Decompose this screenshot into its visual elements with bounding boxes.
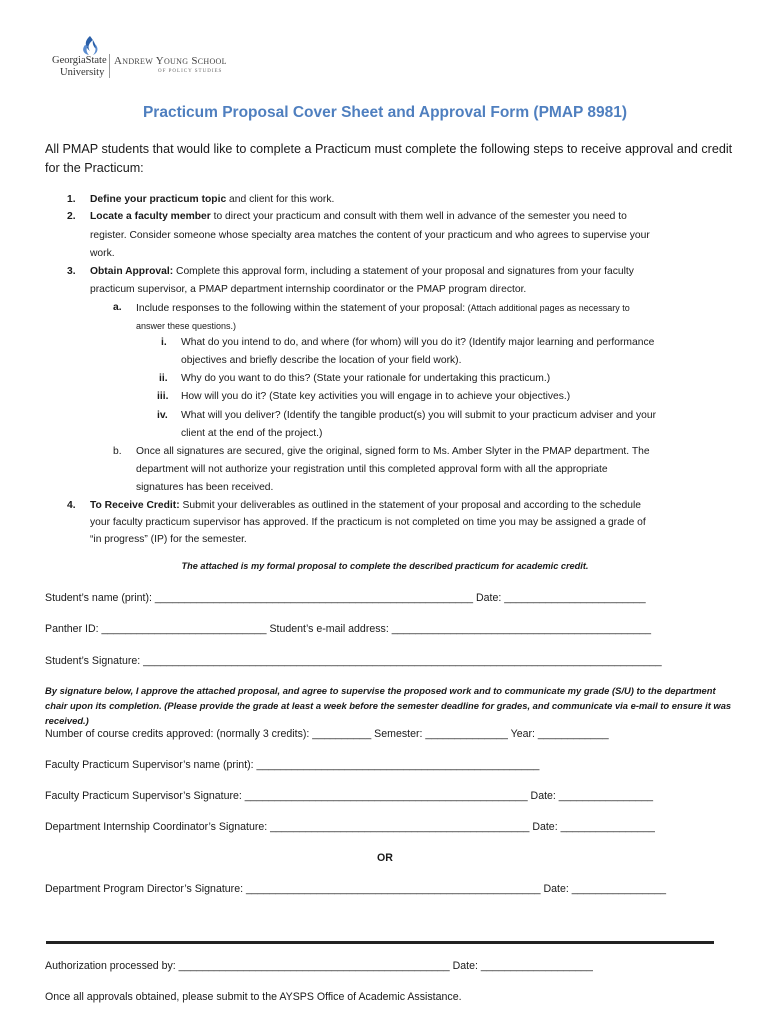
step-2 <box>90 208 627 226</box>
or-separator: OR <box>377 852 393 864</box>
step-3b-line3: signatures has been received. <box>136 482 274 493</box>
step-3a-number: a. <box>113 302 122 313</box>
step-2-text: to direct your practicum and consult with them well in advance of the semester you need to <box>210 211 627 222</box>
step-3a-i-line2: objectives and briefly describe the location of your field work). <box>181 355 462 366</box>
step-3-number: 3. <box>67 266 76 277</box>
panther-id-field[interactable]: Panther ID: ____________________________ Student’s e-mail address: ____________________________________________ <box>45 623 651 635</box>
supervisor-signature-field[interactable]: Faculty Practicum Supervisor’s Signature: ________________________________________________ Date: ________________ <box>45 790 654 802</box>
step-2-number: 2. <box>67 211 76 222</box>
step-4-number: 4. <box>67 500 76 511</box>
step-3b: Once all signatures are secured, give the original, signed form to Ms. Amber Slyter in the PMAP department. The <box>136 446 650 457</box>
step-3a-i-number: i. <box>161 337 167 348</box>
step-1-heading: Define your practicum topic <box>90 194 227 205</box>
coordinator-signature-field[interactable]: Department Internship Coordinator’s Signature: ____________________________________________ Date: ________________ <box>45 821 655 833</box>
step-3a-iii: How will you do it? (State key activities you will engage in to achieve your objectives.) <box>181 391 571 402</box>
step-3-text: Complete this approval form, including a statement of your proposal and signatures from your faculty <box>173 266 634 277</box>
step-4-line2: your faculty practicum supervisor has approved. If the practicum is not completed on time you may be assigned a grade of <box>90 517 646 528</box>
director-signature-field[interactable]: Department Program Director’s Signature: __________________________________________________ Date: ________________ <box>45 883 667 895</box>
step-3-heading: Obtain Approval: <box>90 266 174 277</box>
credits-semester-year-field[interactable]: Number of course credits approved: (normally 3 credits): __________ Semester: ______________ Year: ____________ <box>45 728 609 740</box>
attached-statement: The attached is my formal proposal to complete the described practicum for academic credit. <box>181 561 589 571</box>
step-4-text: Submit your deliverables as outlined in the statement of your proposal and according to the schedule <box>179 500 642 511</box>
step-3a-iii-number: iii. <box>157 391 169 402</box>
step-3a-ii-number: ii. <box>159 373 168 384</box>
student-signature-field[interactable]: Student’s Signature: ________________________________________________________________________________________ <box>45 655 662 667</box>
step-3a-note: (Attach additional pages as necessary to <box>465 303 630 313</box>
step-1-text: and client for this work. <box>226 194 335 205</box>
authorization-field[interactable]: Authorization processed by: ______________________________________________ Date: ___________________ <box>45 960 593 972</box>
step-2-line3: work. <box>90 248 115 259</box>
step-3b-line2: department will not authorize your registration until this completed approval form with all the appropriate <box>136 464 608 475</box>
step-3a <box>136 299 630 318</box>
step-2-line2: register. Consider someone whose specialty area matches the content of your practicum and who agrees to supervise your <box>90 230 650 241</box>
step-3a-text: Include responses to the following within the statement of your proposal: <box>136 303 466 314</box>
school-name: Andrew Young School <box>114 55 227 67</box>
step-3a-i: What do you intend to do, and where (for whom) will you do it? (Identify major learning and performance <box>181 337 655 348</box>
step-4 <box>90 497 641 515</box>
step-3 <box>90 263 634 281</box>
logo-divider <box>109 54 110 78</box>
university-logo <box>50 32 225 80</box>
step-4-line3: “in progress” (IP) for the semester. <box>90 534 247 545</box>
step-3-line2: practicum supervisor, a PMAP department internship coordinator or the PMAP program director. <box>90 284 527 295</box>
step-3b-number: b. <box>113 446 122 457</box>
supervisor-disclaimer: By signature below, I approve the attached proposal, and agree to supervise the proposed work and to communicate my grade (S/U) to the department chair upon its completion. (Please provide the grade at least a week before the semester deadline for grades, and communicate via e-mail to ensure it was received.) <box>45 685 732 726</box>
step-3a-iv-number: iv. <box>157 410 168 421</box>
step-3a-iv: What will you deliver? (Identify the tangible product(s) you will submit to your practicum adviser and your <box>181 410 657 421</box>
step-1-number: 1. <box>67 194 76 205</box>
form-title: Practicum Proposal Cover Sheet and Approval Form (PMAP 8981) <box>142 104 628 121</box>
school-subtitle: OF POLICY STUDIES <box>158 69 223 74</box>
step-3a-ii: Why do you want to do this? (State your rationale for undertaking this practicum.) <box>181 373 551 384</box>
university-name-line1: GeorgiaState <box>52 55 107 66</box>
university-name-line2: University <box>60 67 105 78</box>
step-3a-note-line2: answer these questions.) <box>136 321 237 331</box>
section-divider <box>46 941 714 944</box>
supervisor-name-field[interactable]: Faculty Practicum Supervisor’s name (print): ________________________________________________ <box>45 759 540 771</box>
step-2-heading: Locate a faculty member <box>90 211 211 222</box>
intro-paragraph: All PMAP students that would like to complete a Practicum must complete the following steps to receive approval and credit for the Practicum: <box>45 142 733 175</box>
step-1 <box>90 191 334 209</box>
step-3a-iv-line2: client at the end of the project.) <box>181 428 323 439</box>
student-name-field[interactable]: Student’s name (print): ______________________________________________________ Date: ________________________ <box>45 592 646 604</box>
step-4-heading: To Receive Credit: <box>90 500 180 511</box>
footer-note: Once all approvals obtained, please submit to the AYSPS Office of Academic Assistance. <box>45 991 462 1003</box>
